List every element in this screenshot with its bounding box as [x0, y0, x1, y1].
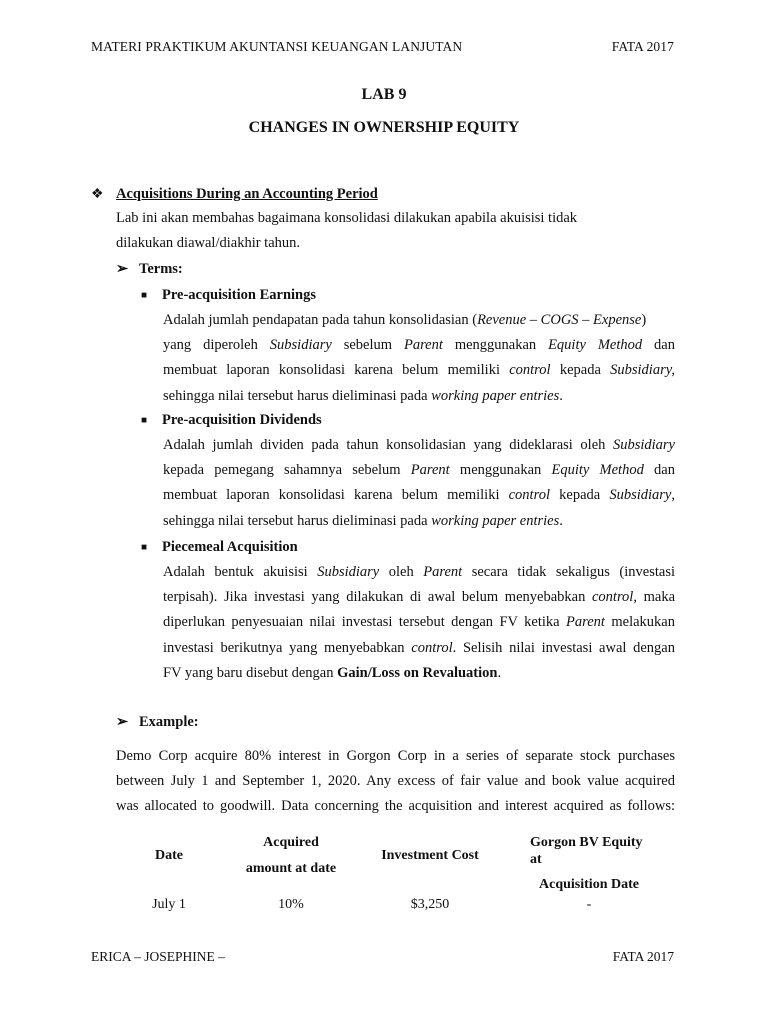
square-bullet-icon: ■	[141, 290, 148, 301]
term-line: yang diperoleh Subsidiary sebelum Parent menggunakan Equity Method dan	[163, 337, 675, 354]
term-line: investasi berikutnya yang menyebabkan control. Selisih nilai investasi awal dengan	[163, 639, 675, 656]
terms-heading	[116, 257, 183, 282]
term-title-text: Pre-acquisition Dividends	[162, 412, 322, 428]
header-title: MATERI PRAKTIKUM AKUNTANSI KEUANGAN LANJUTAN	[91, 39, 463, 54]
cell-acquired: 10%	[278, 897, 304, 912]
example-paragraph	[116, 744, 675, 820]
cell-date: July 1	[152, 897, 186, 912]
cell-equity: -	[586, 897, 592, 912]
page-footer	[91, 949, 674, 965]
square-bullet-icon: ■	[141, 542, 148, 553]
term-description	[163, 560, 675, 686]
term-description	[163, 308, 675, 409]
section-heading	[91, 182, 691, 207]
column-header-equity-line3: Acquisition Date	[539, 877, 639, 892]
term-line: terpisah). Jika investasi yang dilakukan di awal belum menyebabkan control, maka	[163, 589, 676, 606]
diamond-bullet-icon: ❖	[91, 187, 104, 202]
example-label: Example:	[139, 714, 199, 730]
term-line: sehingga nilai tersebut harus dieliminasi pada working paper entries.	[163, 387, 563, 404]
footer-year: FATA 2017	[612, 949, 674, 964]
chapter-title: CHANGES IN OWNERSHIP EQUITY	[248, 119, 520, 136]
term-title-text: Pre-acquisition Earnings	[162, 287, 317, 303]
cell-investment-cost: $3,250	[410, 897, 450, 912]
column-header-acquired: Acquired	[263, 835, 319, 850]
example-line: was allocated to goodwill. Data concerning the acquisition and interest acquired as follows:	[116, 798, 675, 815]
page-header	[91, 39, 674, 55]
terms-label: Terms:	[139, 261, 183, 277]
section-intro	[116, 206, 676, 256]
term-line: kepada pemegang sahamnya sebelum Parent menggunakan Equity Method dan	[163, 462, 675, 479]
lab-number: LAB 9	[361, 86, 407, 103]
example-line: Demo Corp acquire 80% interest in Gorgon Corp in a series of separate stock purchases	[116, 748, 675, 764]
example-line: between July 1 and September 1, 2020. Any excess of fair value and book value acquired	[116, 773, 675, 790]
arrow-bullet-icon: ➢	[116, 714, 129, 730]
square-bullet-icon: ■	[141, 415, 148, 426]
term-title	[141, 408, 322, 433]
header-year: FATA 2017	[611, 39, 674, 54]
term-line: sehingga nilai tersebut harus dieliminasi pada working paper entries.	[163, 512, 563, 529]
column-header-investment-cost: Investment Cost	[381, 848, 479, 863]
term-line: membuat laporan konsolidasi karena belum memiliki control kepada Subsidiary,	[163, 487, 675, 504]
column-header-equity: Gorgon BV Equity	[530, 835, 643, 850]
section-heading-text: Acquisitions During an Accounting Period	[116, 186, 378, 202]
column-header-equity-line2: at	[530, 852, 542, 867]
term-title-text: Piecemeal Acquisition	[162, 539, 298, 555]
term-line: Adalah jumlah pendapatan pada tahun konsolidasian (Revenue – COGS – Expense)	[163, 312, 647, 328]
term-line: Adalah bentuk akuisisi Subsidiary oleh Parent secara tidak sekaligus (investasi	[163, 564, 675, 580]
term-title	[141, 283, 316, 308]
term-line: membuat laporan konsolidasi karena belum memiliki control kepada Subsidiary,	[163, 362, 675, 379]
term-line: diperlukan penyesuaian nilai investasi tersebut dengan FV ketika Parent melakukan	[163, 614, 675, 631]
term-line: FV yang baru disebut dengan Gain/Loss on Revaluation.	[163, 664, 502, 681]
arrow-bullet-icon: ➢	[116, 261, 129, 277]
column-header-acquired-line2: amount at date	[245, 861, 337, 876]
intro-line: Lab ini akan membahas bagaimana konsolidasi dilakukan apabila akuisisi tidak	[116, 210, 578, 226]
example-heading	[116, 710, 199, 735]
term-description	[163, 433, 675, 534]
term-title	[141, 535, 298, 560]
footer-authors: ERICA – JOSEPHINE –	[91, 949, 225, 964]
column-header-date: Date	[155, 848, 183, 863]
term-line: Adalah jumlah dividen pada tahun konsolidasian yang dideklarasi oleh Subsidiary	[163, 437, 675, 453]
intro-line: dilakukan diawal/diakhir tahun.	[116, 235, 301, 252]
